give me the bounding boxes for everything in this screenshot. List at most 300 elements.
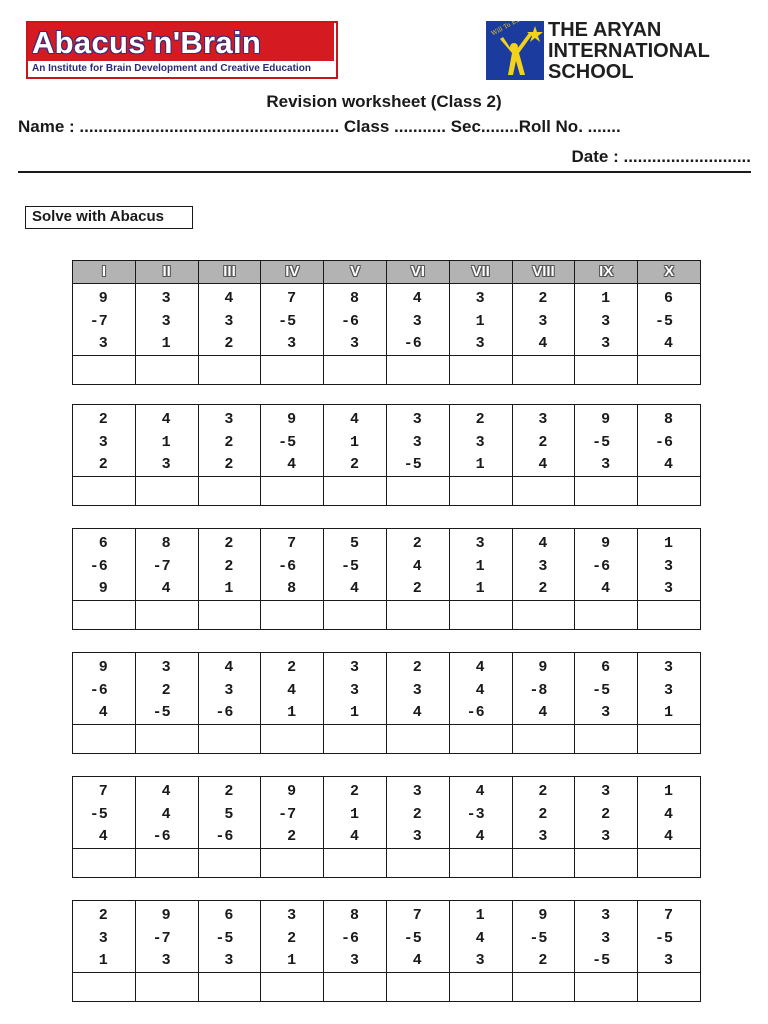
answer-box[interactable] <box>135 849 198 877</box>
answer-box[interactable] <box>73 973 135 1001</box>
problem-number: 3 <box>224 952 234 969</box>
problem-number: 3 <box>601 907 611 924</box>
problem-number: 3 <box>349 335 359 352</box>
answer-box[interactable] <box>260 601 323 629</box>
problem-number: 6 <box>224 907 234 924</box>
answer-box[interactable] <box>637 356 700 384</box>
problem-number: -7 <box>152 929 171 947</box>
numbers-row <box>73 653 700 725</box>
problem-cell <box>386 901 449 972</box>
problem-number: 3 <box>475 335 485 352</box>
answer-box[interactable] <box>386 849 449 877</box>
problem-number: 4 <box>475 659 485 676</box>
problem-cell <box>198 901 261 972</box>
column-header: II <box>135 261 198 283</box>
problem-number: 4 <box>412 557 422 575</box>
problem-number: -5 <box>215 929 234 947</box>
problem-number: 3 <box>601 929 611 947</box>
problem-cell <box>198 777 261 848</box>
answer-box[interactable] <box>260 477 323 505</box>
answer-box[interactable] <box>512 356 575 384</box>
problem-number: -5 <box>278 312 297 330</box>
problem-number: -6 <box>89 557 108 575</box>
problem-number: 9 <box>601 535 611 552</box>
answer-box[interactable] <box>260 356 323 384</box>
answer-box[interactable] <box>198 356 261 384</box>
problem-cell <box>512 405 575 476</box>
answer-box[interactable] <box>512 477 575 505</box>
problem-number: 2 <box>287 659 297 676</box>
problem-number: 8 <box>287 580 297 597</box>
problem-number: 2 <box>224 335 234 352</box>
problem-number: 2 <box>538 783 548 800</box>
answer-box[interactable] <box>198 849 261 877</box>
problem-number: -6 <box>466 704 485 721</box>
problem-number: 1 <box>161 433 171 451</box>
answer-box[interactable] <box>386 356 449 384</box>
answer-box[interactable] <box>637 973 700 1001</box>
problem-cell <box>323 405 386 476</box>
problem-number: 3 <box>663 659 673 676</box>
problem-number: 2 <box>538 433 548 451</box>
answer-box[interactable] <box>260 849 323 877</box>
problem-number: 6 <box>663 290 673 307</box>
problem-cell <box>260 529 323 600</box>
problem-number: 9 <box>287 783 297 800</box>
problem-cell <box>512 901 575 972</box>
problem-number: 4 <box>287 681 297 699</box>
answer-box[interactable] <box>574 973 637 1001</box>
problem-number: 1 <box>663 783 673 800</box>
answer-box[interactable] <box>135 477 198 505</box>
problem-number: 9 <box>161 907 171 924</box>
answer-box[interactable] <box>386 477 449 505</box>
answer-box[interactable] <box>637 725 700 753</box>
problem-number: 2 <box>412 535 422 552</box>
problem-number: 9 <box>287 411 297 428</box>
problem-cell <box>449 777 512 848</box>
problem-number: 4 <box>538 704 548 721</box>
problem-number: 1 <box>475 557 485 575</box>
problem-number: 4 <box>224 290 234 307</box>
problem-number: -7 <box>89 312 108 330</box>
answer-box[interactable] <box>449 601 512 629</box>
answer-box[interactable] <box>386 973 449 1001</box>
answer-box[interactable] <box>73 849 135 877</box>
problem-number: 3 <box>161 290 171 307</box>
problem-number: -6 <box>592 557 611 575</box>
problem-number: 4 <box>349 828 359 845</box>
problem-number: 2 <box>161 681 171 699</box>
answer-box[interactable] <box>135 356 198 384</box>
problem-number: 5 <box>224 805 234 823</box>
answer-box[interactable] <box>574 849 637 877</box>
problem-number: 1 <box>224 580 234 597</box>
answer-box[interactable] <box>449 973 512 1001</box>
problem-number: 6 <box>601 659 611 676</box>
problem-cell <box>637 405 700 476</box>
problem-number: 3 <box>349 659 359 676</box>
problem-number: -7 <box>152 557 171 575</box>
problem-number: 6 <box>98 535 108 552</box>
problem-number: 9 <box>98 290 108 307</box>
problem-number: -5 <box>654 312 673 330</box>
problem-number: 4 <box>412 704 422 721</box>
answer-box[interactable] <box>260 725 323 753</box>
problem-number: 5 <box>349 535 359 552</box>
problem-number: 1 <box>98 952 108 969</box>
problem-cell <box>449 529 512 600</box>
problem-number: -5 <box>592 433 611 451</box>
problem-number: 7 <box>287 535 297 552</box>
school-name <box>548 20 710 83</box>
problem-cell <box>574 777 637 848</box>
problem-cell <box>323 653 386 724</box>
problem-number: 9 <box>98 580 108 597</box>
problem-number: -6 <box>152 828 171 845</box>
student-details-line: Name : ....................................................... Class ........... Sec........Roll No. ....... <box>18 117 621 136</box>
problem-number: -5 <box>592 681 611 699</box>
problem-number: 9 <box>601 411 611 428</box>
answer-row <box>73 477 700 505</box>
answer-box[interactable] <box>198 601 261 629</box>
problem-number: -8 <box>529 681 548 699</box>
problem-number: 3 <box>98 929 108 947</box>
problem-cell <box>260 284 323 355</box>
problem-number: -5 <box>654 929 673 947</box>
problem-cell <box>260 777 323 848</box>
numbers-row <box>73 405 700 477</box>
problem-cell <box>323 529 386 600</box>
problem-number: 1 <box>601 290 611 307</box>
problem-number: 2 <box>98 907 108 924</box>
problem-number: 3 <box>601 335 611 352</box>
problem-cell <box>574 284 637 355</box>
answer-box[interactable] <box>449 849 512 877</box>
numbers-row <box>73 777 700 849</box>
logo-wordmark: Abacus'n'Brain <box>32 25 262 60</box>
answer-box[interactable] <box>198 973 261 1001</box>
answer-box[interactable] <box>323 725 386 753</box>
problem-number: -6 <box>340 312 359 330</box>
problem-number: -5 <box>403 456 422 473</box>
problem-number: 3 <box>224 312 234 330</box>
problem-number: 1 <box>349 805 359 823</box>
column-header: VIII <box>512 261 575 283</box>
problem-number: 2 <box>224 535 234 552</box>
problem-cell <box>386 284 449 355</box>
numbers-row <box>73 529 700 601</box>
problem-cell <box>512 653 575 724</box>
problem-number: 3 <box>161 952 171 969</box>
problem-number: 2 <box>601 805 611 823</box>
problem-number: 1 <box>161 335 171 352</box>
problem-number: 2 <box>412 580 422 597</box>
answer-box[interactable] <box>512 973 575 1001</box>
problem-number: 3 <box>475 952 485 969</box>
answer-box[interactable] <box>198 725 261 753</box>
problem-number: 4 <box>161 805 171 823</box>
problem-number: 3 <box>98 335 108 352</box>
problem-number: 3 <box>475 290 485 307</box>
problem-number: 4 <box>161 783 171 800</box>
problem-number: 1 <box>475 907 485 924</box>
answer-box[interactable] <box>73 601 135 629</box>
answer-box[interactable] <box>512 725 575 753</box>
problem-number: 1 <box>663 704 673 721</box>
problem-number: -5 <box>89 805 108 823</box>
answer-box[interactable] <box>574 477 637 505</box>
problem-number: 4 <box>161 411 171 428</box>
problem-cell <box>260 653 323 724</box>
problem-cell <box>386 653 449 724</box>
answer-box[interactable] <box>637 477 700 505</box>
problem-number: 3 <box>601 456 611 473</box>
problem-cell <box>637 777 700 848</box>
problem-cell <box>574 653 637 724</box>
problem-number: 3 <box>287 907 297 924</box>
problem-number: 2 <box>287 828 297 845</box>
problem-number: 7 <box>412 907 422 924</box>
column-header: III <box>198 261 261 283</box>
problem-number: 4 <box>663 828 673 845</box>
problem-number: 3 <box>412 433 422 451</box>
school-emblem-icon <box>486 21 544 80</box>
answer-box[interactable] <box>260 973 323 1001</box>
answer-box[interactable] <box>73 477 135 505</box>
problem-cell <box>637 653 700 724</box>
problem-number: 4 <box>663 335 673 352</box>
problem-grid <box>72 404 701 506</box>
problem-number: -6 <box>215 828 234 845</box>
problem-number: 3 <box>538 411 548 428</box>
problem-number: 3 <box>412 312 422 330</box>
problem-cell <box>574 405 637 476</box>
problem-number: 2 <box>538 290 548 307</box>
problem-number: 4 <box>412 290 422 307</box>
answer-box[interactable] <box>323 973 386 1001</box>
problem-cell <box>198 284 261 355</box>
problem-number: 8 <box>349 290 359 307</box>
answer-row <box>73 601 700 629</box>
answer-box[interactable] <box>386 601 449 629</box>
problem-number: 2 <box>98 411 108 428</box>
instruction-box: Solve with Abacus <box>25 206 193 229</box>
problem-number: 1 <box>349 433 359 451</box>
problem-number: -6 <box>403 335 422 352</box>
problem-cell <box>512 777 575 848</box>
problem-number: 4 <box>475 783 485 800</box>
answer-box[interactable] <box>449 477 512 505</box>
problem-number: 8 <box>663 411 673 428</box>
problem-number: 2 <box>224 783 234 800</box>
problem-cell <box>449 405 512 476</box>
answer-box[interactable] <box>323 356 386 384</box>
problem-number: -6 <box>654 433 673 451</box>
problem-cell <box>323 901 386 972</box>
answer-box[interactable] <box>73 356 135 384</box>
answer-box[interactable] <box>386 725 449 753</box>
problem-number: 2 <box>538 952 548 969</box>
answer-box[interactable] <box>574 725 637 753</box>
answer-row <box>73 973 700 1001</box>
problem-number: 2 <box>224 557 234 575</box>
problem-number: 2 <box>475 411 485 428</box>
problem-cell <box>386 777 449 848</box>
answer-box[interactable] <box>135 725 198 753</box>
answer-row <box>73 725 700 753</box>
problem-number: 3 <box>349 952 359 969</box>
answer-box[interactable] <box>637 849 700 877</box>
header-divider <box>18 171 751 173</box>
problem-number: 7 <box>98 783 108 800</box>
problem-cell <box>135 653 198 724</box>
problem-number: 4 <box>161 580 171 597</box>
problem-number: 4 <box>538 535 548 552</box>
problem-number: 3 <box>663 681 673 699</box>
problem-number: 4 <box>663 805 673 823</box>
problem-number: 3 <box>412 783 422 800</box>
answer-box[interactable] <box>449 356 512 384</box>
problem-number: -6 <box>278 557 297 575</box>
problem-cell <box>135 777 198 848</box>
problem-cell <box>449 284 512 355</box>
problem-number: 3 <box>538 557 548 575</box>
answer-box[interactable] <box>135 601 198 629</box>
problem-number: 7 <box>287 290 297 307</box>
problem-number: 3 <box>601 828 611 845</box>
problem-number: 2 <box>287 929 297 947</box>
problem-number: 4 <box>475 929 485 947</box>
problem-number: 2 <box>538 580 548 597</box>
problem-cell <box>574 529 637 600</box>
problem-number: 3 <box>663 580 673 597</box>
problem-number: 8 <box>161 535 171 552</box>
problem-cell <box>574 901 637 972</box>
problem-cell <box>198 529 261 600</box>
problem-number: 3 <box>98 433 108 451</box>
problem-number: -6 <box>89 681 108 699</box>
problem-number: 3 <box>538 828 548 845</box>
problem-number: 3 <box>475 433 485 451</box>
answer-row <box>73 849 700 877</box>
problem-number: -3 <box>466 805 485 823</box>
problem-number: 2 <box>224 456 234 473</box>
problem-number: 3 <box>287 335 297 352</box>
problem-number: 4 <box>663 456 673 473</box>
problem-number: 3 <box>663 557 673 575</box>
problem-number: 4 <box>601 580 611 597</box>
problem-cell <box>135 405 198 476</box>
column-header: X <box>637 261 700 283</box>
problem-number: 3 <box>601 704 611 721</box>
column-header: VII <box>449 261 512 283</box>
problem-number: 2 <box>412 659 422 676</box>
column-header: IX <box>574 261 637 283</box>
problem-number: -6 <box>215 704 234 721</box>
problem-number: 7 <box>663 907 673 924</box>
problem-cell <box>323 777 386 848</box>
problem-cell <box>637 901 700 972</box>
column-header: I <box>101 263 106 280</box>
problem-number: 4 <box>349 411 359 428</box>
problem-cell <box>260 901 323 972</box>
problem-number: 3 <box>412 411 422 428</box>
problem-number: 2 <box>224 433 234 451</box>
problem-number: 3 <box>161 456 171 473</box>
logo-tagline: An Institute for Brain Development and Creative Education <box>32 63 311 74</box>
problem-number: 3 <box>412 681 422 699</box>
problem-number: 9 <box>98 659 108 676</box>
column-header: IV <box>260 261 323 283</box>
problem-cell <box>512 529 575 600</box>
answer-box[interactable] <box>637 601 700 629</box>
answer-box[interactable] <box>135 973 198 1001</box>
problem-number: 4 <box>475 681 485 699</box>
problem-cell <box>73 405 135 476</box>
problem-cell <box>386 529 449 600</box>
problem-cell <box>323 284 386 355</box>
problem-number: 3 <box>224 411 234 428</box>
answer-box[interactable] <box>512 849 575 877</box>
problem-cell <box>260 405 323 476</box>
problem-grid <box>72 776 701 878</box>
problem-cell <box>135 901 198 972</box>
column-header: V <box>323 261 386 283</box>
problem-cell <box>73 653 135 724</box>
answer-box[interactable] <box>323 601 386 629</box>
problem-number: 3 <box>475 535 485 552</box>
answer-box[interactable] <box>198 477 261 505</box>
problem-number: 3 <box>663 952 673 969</box>
problem-number: 3 <box>224 681 234 699</box>
problem-number: 2 <box>538 805 548 823</box>
answer-box[interactable] <box>512 601 575 629</box>
numbers-row <box>73 284 700 356</box>
worksheet-title: Revision worksheet (Class 2) <box>266 92 502 111</box>
problem-number: -5 <box>340 557 359 575</box>
problem-cell <box>449 653 512 724</box>
answer-box[interactable] <box>323 477 386 505</box>
problem-grid <box>72 652 701 754</box>
problem-cell <box>512 284 575 355</box>
problem-number: 4 <box>349 580 359 597</box>
problem-number: 1 <box>475 456 485 473</box>
problem-number: 4 <box>98 828 108 845</box>
problem-grid <box>72 260 701 385</box>
problem-cell <box>73 284 135 355</box>
answer-box[interactable] <box>449 725 512 753</box>
problem-number: 4 <box>412 952 422 969</box>
school-name-line: THE ARYAN <box>548 19 662 41</box>
problem-number: 9 <box>538 907 548 924</box>
problem-cell <box>135 529 198 600</box>
problem-number: 3 <box>349 681 359 699</box>
answer-box[interactable] <box>574 356 637 384</box>
problem-number: -7 <box>278 805 297 823</box>
problem-cell <box>637 529 700 600</box>
problem-number: 1 <box>663 535 673 552</box>
answer-box[interactable] <box>73 725 135 753</box>
answer-box[interactable] <box>574 601 637 629</box>
problem-number: 1 <box>475 312 485 330</box>
answer-box[interactable] <box>323 849 386 877</box>
problem-cell <box>198 653 261 724</box>
problem-number: 9 <box>538 659 548 676</box>
date-line: Date : ........................... <box>571 147 751 166</box>
problem-number: 4 <box>538 335 548 352</box>
school-name-line: SCHOOL <box>548 61 634 83</box>
